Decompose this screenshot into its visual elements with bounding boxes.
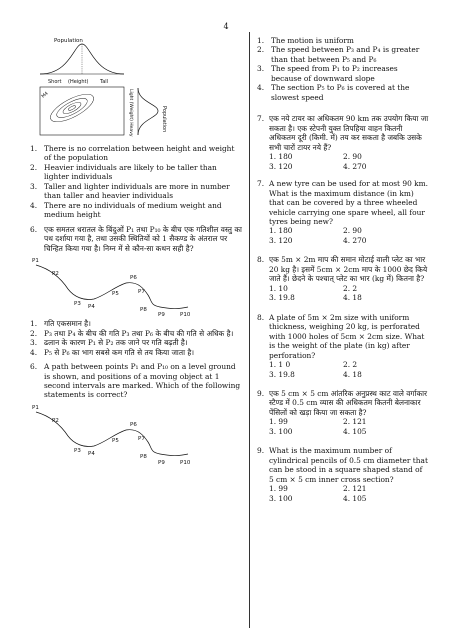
path1-label-p9: P9	[158, 312, 165, 318]
path2-label-p5: P5	[112, 437, 119, 444]
q5-option-2: 2. Heavier individuals are likely to be taller than lighter individuals	[30, 162, 217, 182]
q6-option-1: 1. The motion is uniform	[257, 36, 354, 45]
path1-label-p5: P5	[112, 291, 119, 298]
path2-label-p2: P2	[52, 417, 59, 424]
q6-hindi-option-3: 3. ढलान के कारण P₁ से P₂ तक जाने पर गति बढ़ती है।	[30, 338, 188, 348]
q7-hindi: 7. एक नये टायर का अधिकतम 90 km तक उपयोग किया जा सकता है। एक स्टेपनी युक्त तिपहिया वाहन कितनी अधिकतम दूरी (किमी. में) तय कर सकता है जबकि उसके सभी चारों टायर नये हैं? 1. 180 2. 90 3. 120 4. 270	[257, 114, 429, 171]
q9-hindi-options: 1. 99 2. 121 3. 100 4. 105	[269, 417, 367, 436]
contour-ellipses	[47, 89, 98, 127]
path1-label-p8: P8	[140, 307, 147, 314]
left-column	[30, 36, 242, 466]
q6-option-4: 4. The section P₅ to P₆ is covered at the slowest speed	[257, 83, 410, 102]
q7-english: 7. A new tyre can be used for at most 90 km. What is the maximum distance (in km) that can be covered by a three wheeled vehicle carrying one spare wheel, all four tyres being new? 1. 180 2. 90 3. 120 4. 270	[257, 179, 428, 245]
column-divider	[249, 32, 250, 628]
path1-label-p6: P6	[130, 275, 137, 282]
path1-label-p1: P1	[32, 258, 39, 265]
path-figure-1	[30, 253, 242, 317]
q6-option-2: 2. The speed between P₃ and P₄ is greater than that between P₅ and P₆	[257, 45, 420, 64]
path1-label-p2: P2	[52, 271, 59, 278]
q7-english-options: 1. 180 2. 90 3. 120 4. 270	[269, 226, 367, 245]
q6-hindi: 6. एक समतल धरातल के बिंदुओं P₁ तथा P₁₀ के बीच एक गतिशील वस्तु का पथ दर्शाया गया है, तथा उसकी स्थितियों को 1 सैकण्ड के अंतराल पर चिन्हित किया गया है। निम्न में से कौन-सा कथन सही है?	[30, 224, 242, 253]
path2-label-p10: P10	[180, 459, 191, 466]
q8-english-options: 1. 1 0 2. 2 3. 19.8 4. 18	[269, 360, 362, 379]
q9-english-options: 1. 99 2. 121 3. 100 4. 105	[269, 484, 367, 503]
path-figure-2	[30, 400, 242, 466]
path2-label-p4: P4	[88, 450, 95, 457]
path2-label-p3: P3	[74, 447, 81, 454]
q6-hindi-option-1: 1. गति एकसमान है।	[30, 319, 91, 329]
q9-hindi: 9. एक 5 cm × 5 cm आंतरिक अनुप्रस्थ काट वाले वर्गाकार स्टैण्ड में 0.5 cm व्यास की अधिकतम कितनी बेलनाकार पेंसिलों को खड़ा किया जा सकता है? 1. 99 2. 121 3. 100 4. 105	[257, 389, 428, 436]
q5-options	[30, 144, 242, 220]
q9-english: 9. What is the maximum number of cylindrical pencils of 0.5 cm diameter that can be stood in a square shaped stand of 5 cm × 5 cm inner cross section? 1. 99 2. 121 3. 100 4. 105	[257, 446, 428, 503]
q8-hindi: 8. एक 5m × 2m माप की समान मोटाई वाली प्लेट का भार 20 kg है। इसमें 5cm × 2cm माप के 1000 छेद किये जाते हैं। छेदने के पश्चात् प्लेट का भार (kg में) कितना है? 1. 10 2. 2 3. 19.8 4. 18	[257, 255, 428, 303]
q6-option-3: 3. The speed from P₁ to P₂ increases because of downward slope	[257, 64, 398, 83]
q8-hindi-options: 1. 10 2. 2 3. 19.8 4. 18	[269, 283, 362, 303]
q7-hindi-options: 1. 180 2. 90 3. 120 4. 270	[269, 152, 367, 171]
height-axis-mid: (Height)	[68, 79, 89, 85]
height-axis-short: Short	[48, 79, 62, 85]
scatter-tag: M4	[41, 91, 50, 100]
q8-english: 8. A plate of 5m × 2m size with uniform thickness, weighing 20 kg, is perforated with 1000 holes of 5cm × 2cm size. What is the weight of the plate (in kg) after perforation? 1. 1 0 2. 2 3. 19.8 4. 18	[257, 313, 429, 379]
q6-hindi-option-2: 2. P₃ तथा P₄ के बीच की गति P₃ तथा P₆ के बीच की गति से अधिक है।	[30, 328, 234, 338]
height-axis-tall: Tall	[100, 79, 109, 85]
path1-label-p10: P10	[180, 312, 191, 318]
population-top-label: Population	[54, 38, 83, 44]
weight-axis-label: Light (Weight) Heavy	[128, 89, 133, 137]
path1-label-p7: P7	[138, 289, 145, 296]
path1-label-p4: P4	[88, 304, 95, 311]
side-population-label: Population	[161, 106, 167, 133]
path2-label-p7: P7	[138, 435, 145, 442]
page-number: 4	[223, 22, 229, 31]
population-figure	[30, 36, 242, 138]
q6-english-options	[257, 36, 429, 102]
path1-label-p3: P3	[74, 301, 81, 308]
q5-option-1: 1. There is no correlation between height and weight of the population	[30, 144, 235, 163]
q6-hindi-options	[30, 319, 242, 357]
path2-label-p1: P1	[32, 404, 39, 411]
path2-label-p8: P8	[140, 453, 147, 460]
side-bell-curve	[138, 88, 158, 135]
scatter-frame	[40, 87, 124, 135]
right-column	[257, 36, 429, 503]
path2-label-p6: P6	[130, 421, 137, 428]
q5-option-3: 3. Taller and lighter individuals are more in number than taller and heavier individuals	[30, 181, 230, 201]
q6-hindi-option-4: 4. P₅ से P₆ का भाग सबसे कम गति से तय किया जाता है।	[30, 347, 195, 357]
q6-english: 6. A path between points P₁ and P₁₀ on a level ground is shown, and positions of a moving object at 1 second intervals are marked. Which of the following statements is correct?	[30, 362, 241, 400]
q5-option-4: 4. There are no individuals of medium weight and medium height	[30, 200, 222, 220]
path2-label-p9: P9	[158, 459, 165, 466]
